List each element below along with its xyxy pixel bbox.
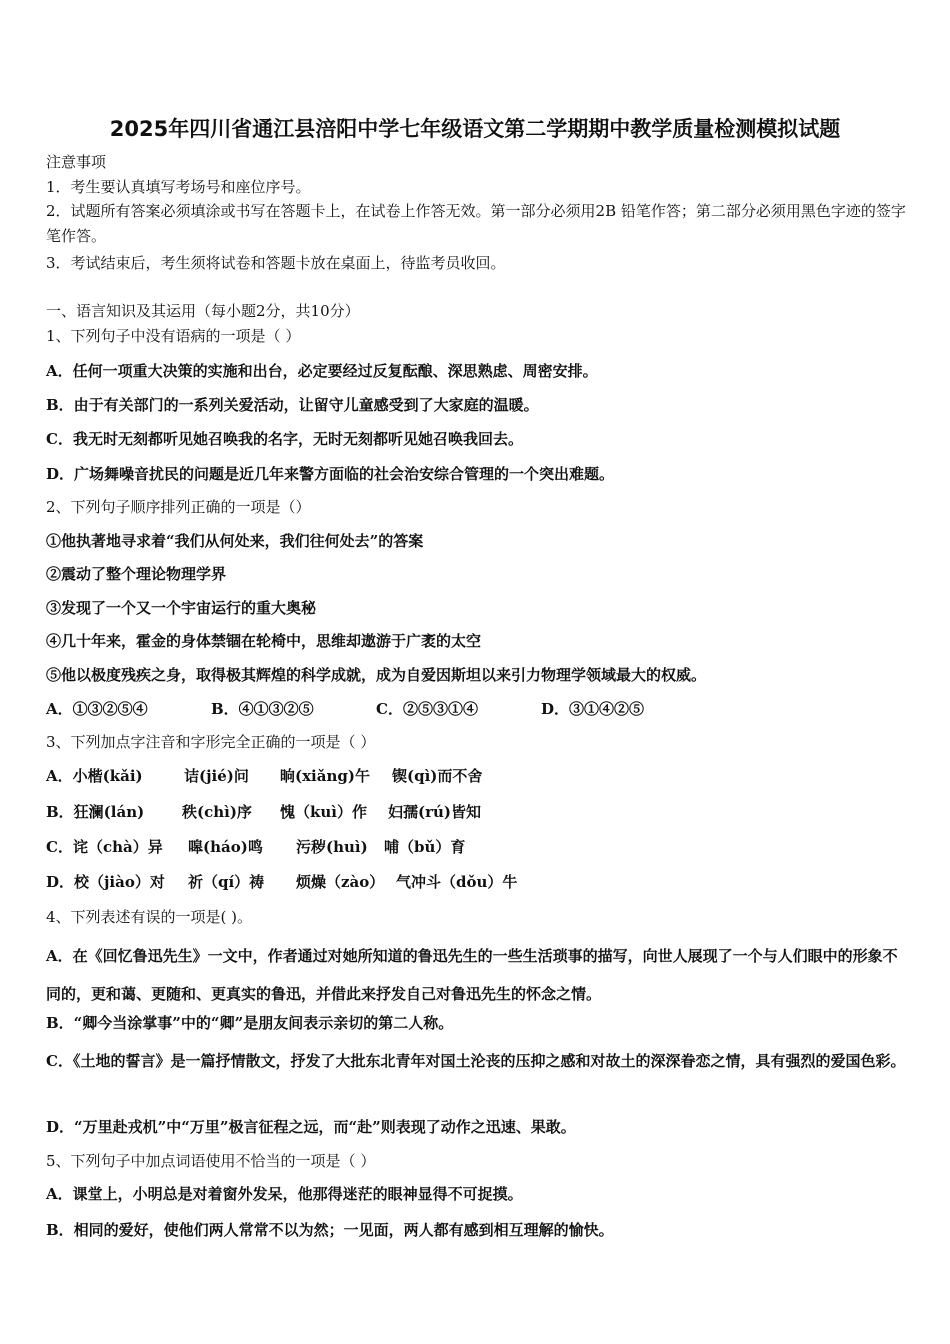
option-row	[46, 699, 644, 719]
option-c: C．②⑤③①④	[376, 700, 478, 718]
option-b: B．④①③②⑤	[211, 700, 314, 718]
notice-item: 2．试题所有答案必须填涂或书写在答题卡上，在试卷上作答无效。第一部分必须用2B 铅笔作答；第二部分必须用黑色字迹的签字笔作答。	[46, 202, 906, 245]
option-d: D．“万里赴戎机”中“万里”极言征程之远，而“赴”则表现了动作之迅速、果敢。	[46, 1118, 576, 1136]
question-stem: 3、下列加点字注音和字形完全正确的一项是（ ）	[46, 733, 376, 751]
notice-item: 1．考生要认真填写考场号和座位序号。	[46, 178, 311, 196]
option-a: A．课堂上，小明总是对着窗外发呆，他那得迷茫的眼神显得不可捉摸。	[46, 1185, 523, 1203]
option-cell: 愧（kuì）作	[280, 803, 367, 821]
option-a	[46, 766, 482, 786]
notice-item: 3．考试结束后，考生须将试卷和答题卡放在桌面上，待监考员收回。	[46, 254, 506, 272]
question-stem: 2、下列句子顺序排列正确的一项是（）	[46, 498, 311, 516]
option-d: D．③①④②⑤	[541, 700, 645, 718]
option-cell: 秩(chì)序	[182, 803, 252, 821]
option-cell: B．狂澜(lán)	[46, 803, 145, 821]
option-cell: A．小楷(kǎi)	[46, 767, 143, 785]
option-c: C．我无时无刻都听见她召唤我的名字，无时无刻都听见她召唤我回去。	[46, 430, 523, 448]
option-d	[46, 872, 517, 892]
option-cell: 哺（bǔ）育	[384, 838, 466, 856]
question-stem: 1、下列句子中没有语病的一项是（ ）	[46, 327, 301, 345]
question-stem: 4、下列表述有误的一项是( )。	[46, 908, 253, 926]
sentence-item: ①他执著地寻求着“我们从何处来，我们往何处去”的答案	[46, 532, 424, 550]
option-a: A．在《回忆鲁迅先生》一文中，作者通过对她所知道的鲁迅先生的一些生活琐事的描写，向世人展现了一个与人们眼中的形象不同的，更和蔼、更随和、更真实的鲁迅，并借此来抒发自己对鲁迅先生的怀念之情。	[46, 947, 898, 1003]
option-cell: 气冲斗（dǒu）牛	[396, 873, 518, 891]
section-heading: 一、语言知识及其运用（每小题2分，共10分）	[46, 302, 360, 320]
option-cell: 妇孺(rú)皆知	[388, 803, 482, 821]
option-a: A．①③②⑤④	[46, 700, 148, 718]
option-cell: 祈（qí）祷	[188, 873, 265, 891]
option-cell: 嗥(háo)鸣	[188, 838, 263, 856]
option-c: C．《土地的誓言》是一篇抒情散文，抒发了大批东北青年对国土沦丧的压抑之感和对故土的深深眷恋之情，具有强烈的爱国色彩。	[46, 1052, 906, 1070]
option-a: A．任何一项重大决策的实施和出台，必定要经过反复酝酿、深思熟虑、周密安排。	[46, 362, 598, 380]
option-c	[46, 837, 465, 857]
option-b: B．相同的爱好，使他们两人常常不以为然；一见面，两人都有感到相互理解的愉快。	[46, 1221, 614, 1239]
option-b: B．由于有关部门的一系列关爱活动，让留守儿童感受到了大家庭的温暖。	[46, 396, 539, 414]
page-title: 2025年四川省通江县涪阳中学七年级语文第二学期期中教学质量检测模拟试题	[109, 117, 841, 141]
option-cell: 晌(xiǎng)午	[280, 767, 370, 785]
notice-heading: 注意事项	[46, 153, 107, 171]
option-cell: 锲(qì)而不舍	[392, 767, 483, 785]
option-cell: 污秽(huì)	[296, 838, 368, 856]
option-d: D．广场舞噪音扰民的问题是近几年来警方面临的社会治安综合管理的一个突出难题。	[46, 465, 615, 483]
sentence-item: ②震动了整个理论物理学界	[46, 565, 227, 583]
option-b	[46, 802, 481, 822]
sentence-item: ⑤他以极度残疾之身，取得极其辉煌的科学成就，成为自爱因斯坦以来引力物理学领域最大的权威。	[46, 666, 707, 684]
option-b: B．“卿今当涂掌事”中的“卿”是朋友间表示亲切的第二人称。	[46, 1014, 454, 1032]
option-cell: 诘(jié)问	[184, 767, 249, 785]
question-stem: 5、下列句子中加点词语使用不恰当的一项是（ ）	[46, 1152, 376, 1170]
option-cell: C．诧（chà）异	[46, 838, 163, 856]
option-cell: 烦燥（zào）	[296, 873, 385, 891]
sentence-item: ④几十年来，霍金的身体禁锢在轮椅中，思维却遨游于广袤的太空	[46, 632, 482, 650]
option-cell: D．校（jiào）对	[46, 873, 165, 891]
sentence-item: ③发现了一个又一个宇宙运行的重大奥秘	[46, 599, 317, 617]
